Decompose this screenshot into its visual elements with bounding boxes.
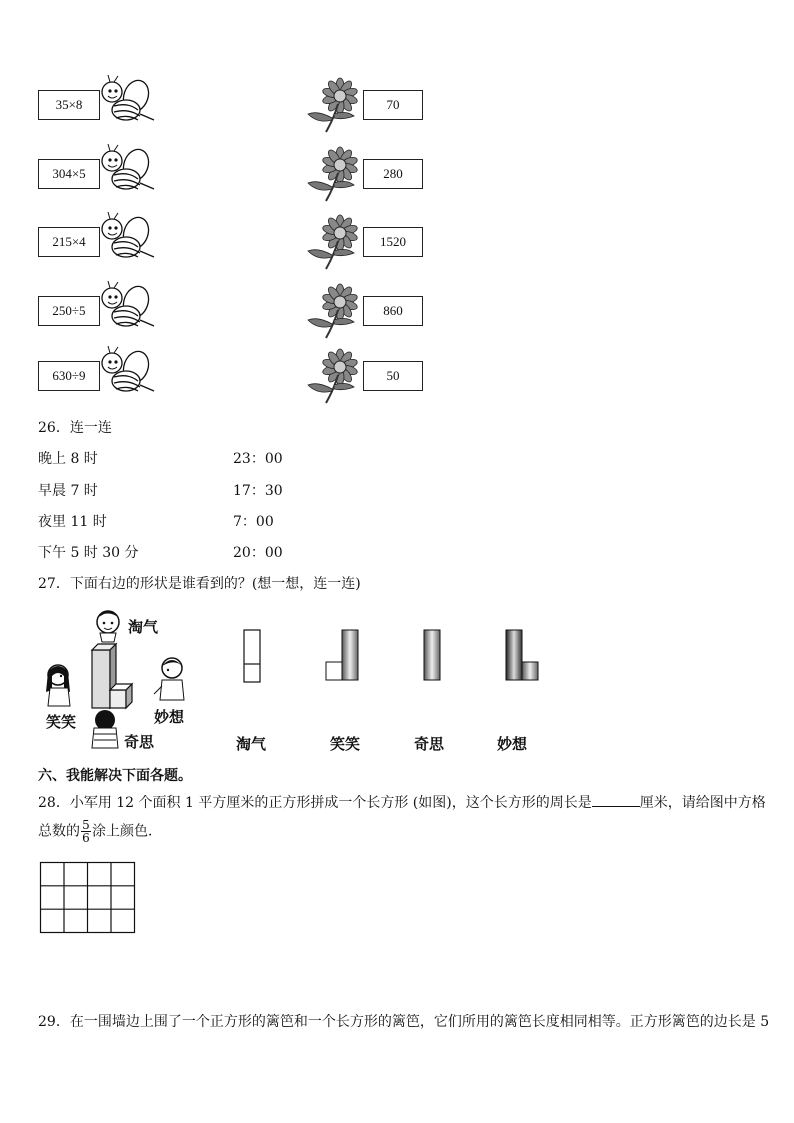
time-digital-3: 7：00: [233, 514, 274, 530]
q28-text-d: 涂上颜色．: [92, 823, 162, 840]
expression-box[interactable]: 304×5: [38, 159, 100, 189]
flower-icon: [304, 80, 358, 136]
kid-top-icon: [97, 611, 119, 642]
kid-right-name: 妙想: [154, 708, 185, 726]
q28-text-a: 28．小军用 12 个面积 1 平方厘米的正方形拼成一个长方形 (如图)，这个长方形的周长是: [38, 795, 592, 811]
time-word-4: 下午 5 时 30 分: [38, 545, 139, 561]
value-box[interactable]: 70: [363, 90, 423, 120]
option-name-2: 笑笑: [330, 735, 361, 753]
time-digital-2: 17：30: [233, 483, 283, 499]
square-grid: [40, 862, 136, 934]
bee-icon: [98, 74, 158, 134]
time-word-1: 晚上 8 时: [38, 451, 98, 467]
kid-right-icon: [154, 658, 184, 700]
q28-text-c: 总数的: [38, 823, 80, 840]
bee-icon: [98, 211, 158, 271]
question-27-title: 27．下面右边的形状是谁看到的？(想一想，连一连): [38, 576, 361, 592]
expression-box[interactable]: 250÷5: [38, 296, 100, 326]
bee-icon: [98, 280, 158, 340]
question-28-line2: [38, 819, 162, 844]
expression-box[interactable]: 35×8: [38, 90, 100, 120]
flower-icon: [304, 217, 358, 273]
option-name-1: 淘气: [236, 735, 267, 753]
kid-top-name: 淘气: [128, 618, 159, 636]
question-26-title: 26．连一连: [38, 420, 112, 436]
fraction-denominator: 6: [82, 831, 90, 845]
question-28-line1: [38, 792, 766, 812]
flower-icon: [304, 351, 358, 407]
value-box[interactable]: 860: [363, 296, 423, 326]
view-2-icon: [326, 630, 358, 680]
bee-icon: [98, 143, 158, 203]
fraction-numerator: 5: [82, 818, 90, 832]
kid-bottom-name: 奇思: [124, 733, 155, 751]
kid-left-icon: [46, 665, 70, 706]
option-name-3: 奇思: [414, 735, 445, 753]
time-digital-4: 20：00: [233, 545, 283, 561]
answer-blank[interactable]: [592, 794, 640, 807]
flower-icon: [304, 149, 358, 205]
expression-box[interactable]: 215×4: [38, 227, 100, 257]
q28-text-b: 厘米，请给图中方格: [639, 795, 766, 811]
option-name-4: 妙想: [497, 735, 528, 753]
question-29-text: 29．在一围墙边上围了一个正方形的篱笆和一个长方形的篱笆，它们所用的篱笆长度相同相等。正方形篱笆的边长是 5: [38, 1014, 770, 1030]
bee-icon: [98, 345, 158, 405]
kid-left-name: 笑笑: [46, 713, 77, 731]
value-box[interactable]: 280: [363, 159, 423, 189]
view-shapes: [236, 626, 556, 686]
time-digital-1: 23：00: [233, 451, 283, 467]
flower-icon: [304, 286, 358, 342]
blocks-icon: [92, 644, 132, 708]
kid-bottom-icon: [92, 710, 118, 748]
view-4-icon: [506, 630, 538, 680]
view-1-icon: [244, 630, 260, 682]
time-word-2: 早晨 7 时: [38, 483, 98, 499]
value-box[interactable]: 1520: [363, 227, 423, 257]
time-word-3: 夜里 11 时: [38, 514, 107, 530]
fraction: [81, 819, 91, 844]
value-box[interactable]: 50: [363, 361, 423, 391]
view-3-icon: [424, 630, 440, 680]
expression-box[interactable]: 630÷9: [38, 361, 100, 391]
section-6-heading: 六、我能解决下面各题。: [38, 768, 192, 784]
